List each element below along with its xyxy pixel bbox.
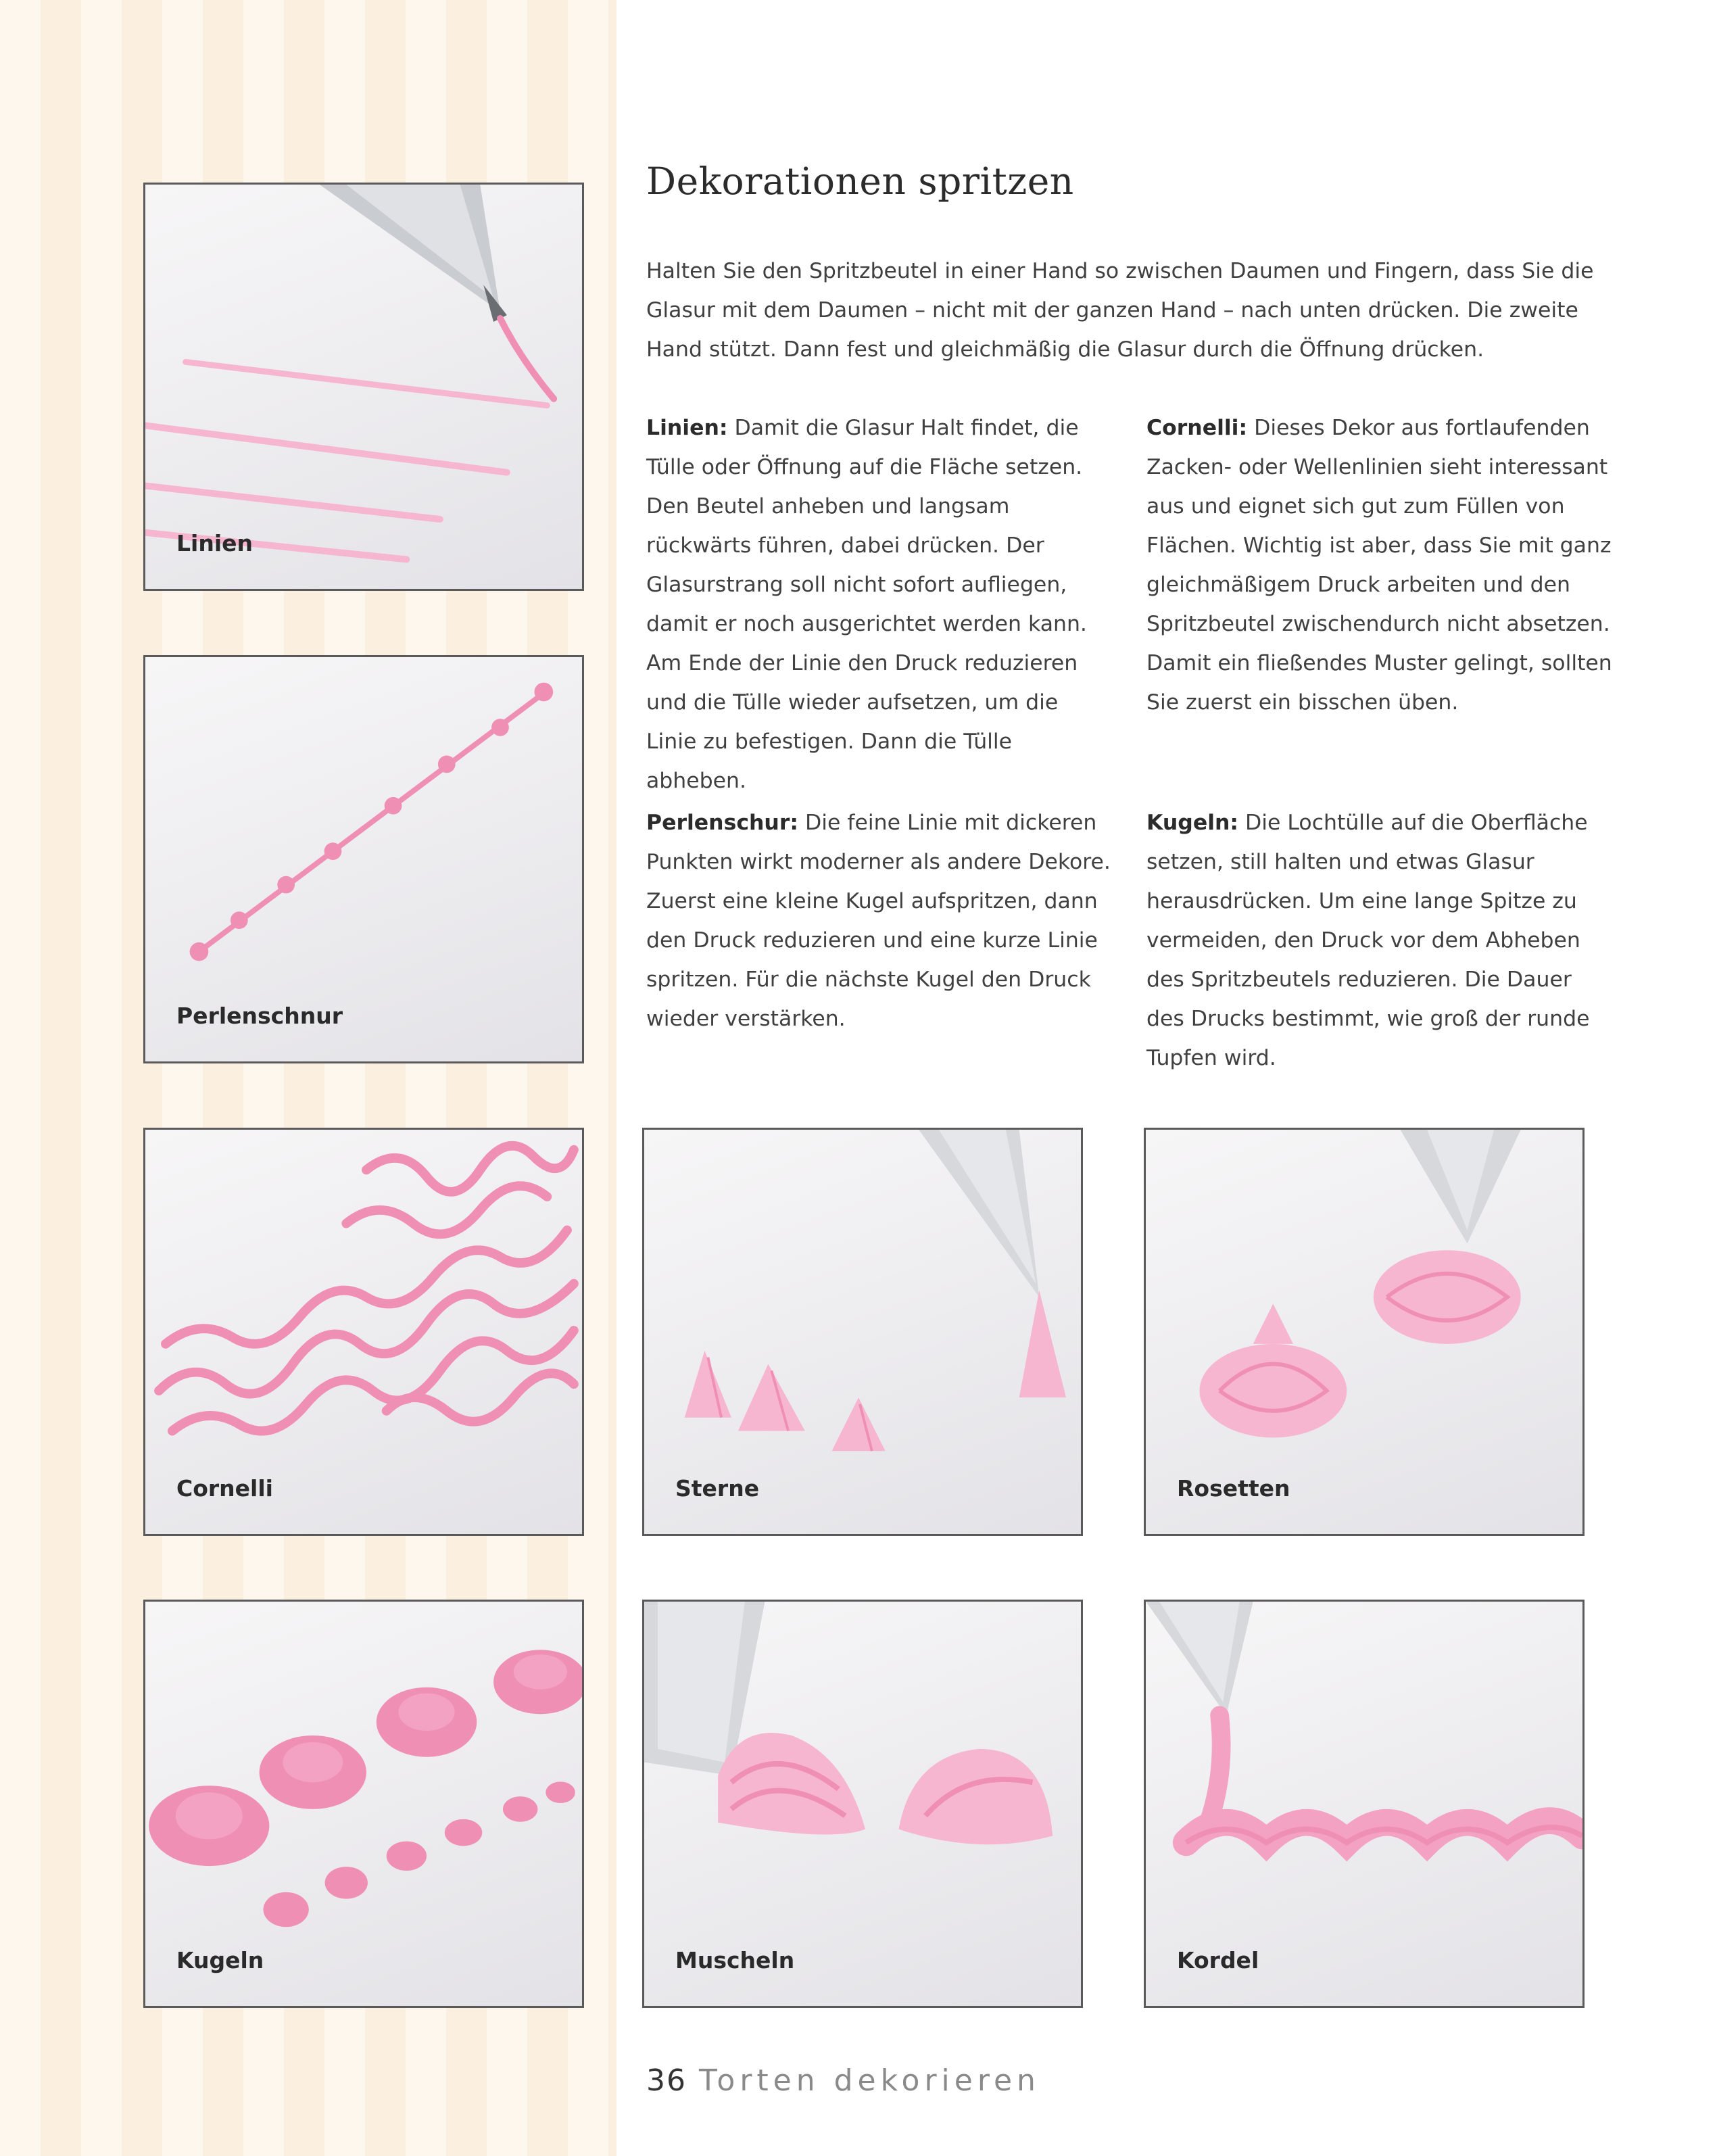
section-term: Perlenschur: xyxy=(646,811,798,835)
page-number: 36 xyxy=(646,2063,687,2098)
muscheln-illustration xyxy=(644,1602,1081,2006)
kordel-illustration xyxy=(1146,1602,1582,2006)
photo-caption: Kordel xyxy=(1177,1947,1259,1973)
cornelli-illustration xyxy=(145,1130,582,1534)
section-perlenschur xyxy=(646,803,1113,1038)
photo-rosetten xyxy=(1144,1128,1585,1536)
photo-caption: Muscheln xyxy=(675,1947,795,1973)
section-linien xyxy=(646,408,1113,800)
rosetten-illustration xyxy=(1146,1130,1582,1534)
photo-sterne xyxy=(642,1128,1083,1536)
section-text: Die feine Linie mit dickeren Punkten wirkt moderner als andere Dekore. Zuerst eine kleine Kugel aufspritzen, dann den Druck reduzieren und eine kurze Linie spritzen. Für die nächste Kugel den Druck wieder verstärken. xyxy=(646,811,1111,1031)
photo-caption: Perlenschnur xyxy=(176,1003,343,1029)
section-text: Damit die Glasur Halt findet, die Tülle oder Öffnung auf die Fläche setzen. Den Beutel anheben und langsam rückwärts führen, dabei drücken. Der Glasurstrang soll nicht sofort aufliegen, damit er noch ausgerichtet werden kann. Am Ende der Linie den Druck reduzieren und die Tülle wieder aufsetzen, um die Linie zu befestigen. Dann die Tülle abheben. xyxy=(646,416,1087,793)
section-text: Dieses Dekor aus fortlaufenden Zacken- oder Wellenlinien sieht interessant aus und eignet sich gut zum Füllen von Flächen. Wichtig ist aber, dass Sie mit ganz gleichmäßigem Druck arbeiten und den Spritzbeutel zwischendurch nicht absetzen. Damit ein fließendes Muster gelingt, sollten Sie zuerst ein bisschen üben. xyxy=(1146,416,1612,715)
photo-caption: Sterne xyxy=(675,1475,760,1502)
kugeln-illustration xyxy=(145,1602,582,2006)
photo-caption: Linien xyxy=(176,530,253,556)
photo-linien xyxy=(143,183,584,591)
linien-illustration xyxy=(145,185,582,589)
page-title: Dekorationen spritzen xyxy=(646,160,1074,203)
section-kugeln xyxy=(1146,803,1613,1078)
section-term: Cornelli: xyxy=(1146,416,1248,440)
intro-paragraph: Halten Sie den Spritzbeutel in einer Hand so zwischen Daumen und Fingern, dass Sie die Glasur mit dem Daumen – nicht mit der ganzen Hand – nach unten drücken. Die zweite Hand stützt. Dann fest und gleichmäßig die Glasur durch die Öffnung drücken. xyxy=(646,259,1594,362)
photo-cornelli xyxy=(143,1128,584,1536)
book-title: Torten dekorieren xyxy=(699,2063,1040,2098)
section-term: Kugeln: xyxy=(1146,811,1239,835)
sterne-illustration xyxy=(644,1130,1081,1534)
photo-caption: Cornelli xyxy=(176,1475,273,1502)
photo-perlenschnur xyxy=(143,655,584,1063)
section-cornelli xyxy=(1146,408,1613,722)
page-footer xyxy=(646,2063,1040,2098)
photo-caption: Rosetten xyxy=(1177,1475,1290,1502)
photo-muscheln xyxy=(642,1600,1083,2008)
photo-kugeln xyxy=(143,1600,584,2008)
section-term: Linien: xyxy=(646,416,728,440)
perlenschnur-illustration xyxy=(145,657,582,1061)
photo-kordel xyxy=(1144,1600,1585,2008)
section-text: Die Lochtülle auf die Oberfläche setzen, still halten und etwas Glasur herausdrücken. Um eine lange Spitze zu vermeiden, den Druck vor dem Abheben des Spritzbeutels reduzieren. Die Dauer des Drucks bestimmt, wie groß der runde Tupfen wird. xyxy=(1146,811,1590,1070)
photo-caption: Kugeln xyxy=(176,1947,264,1973)
